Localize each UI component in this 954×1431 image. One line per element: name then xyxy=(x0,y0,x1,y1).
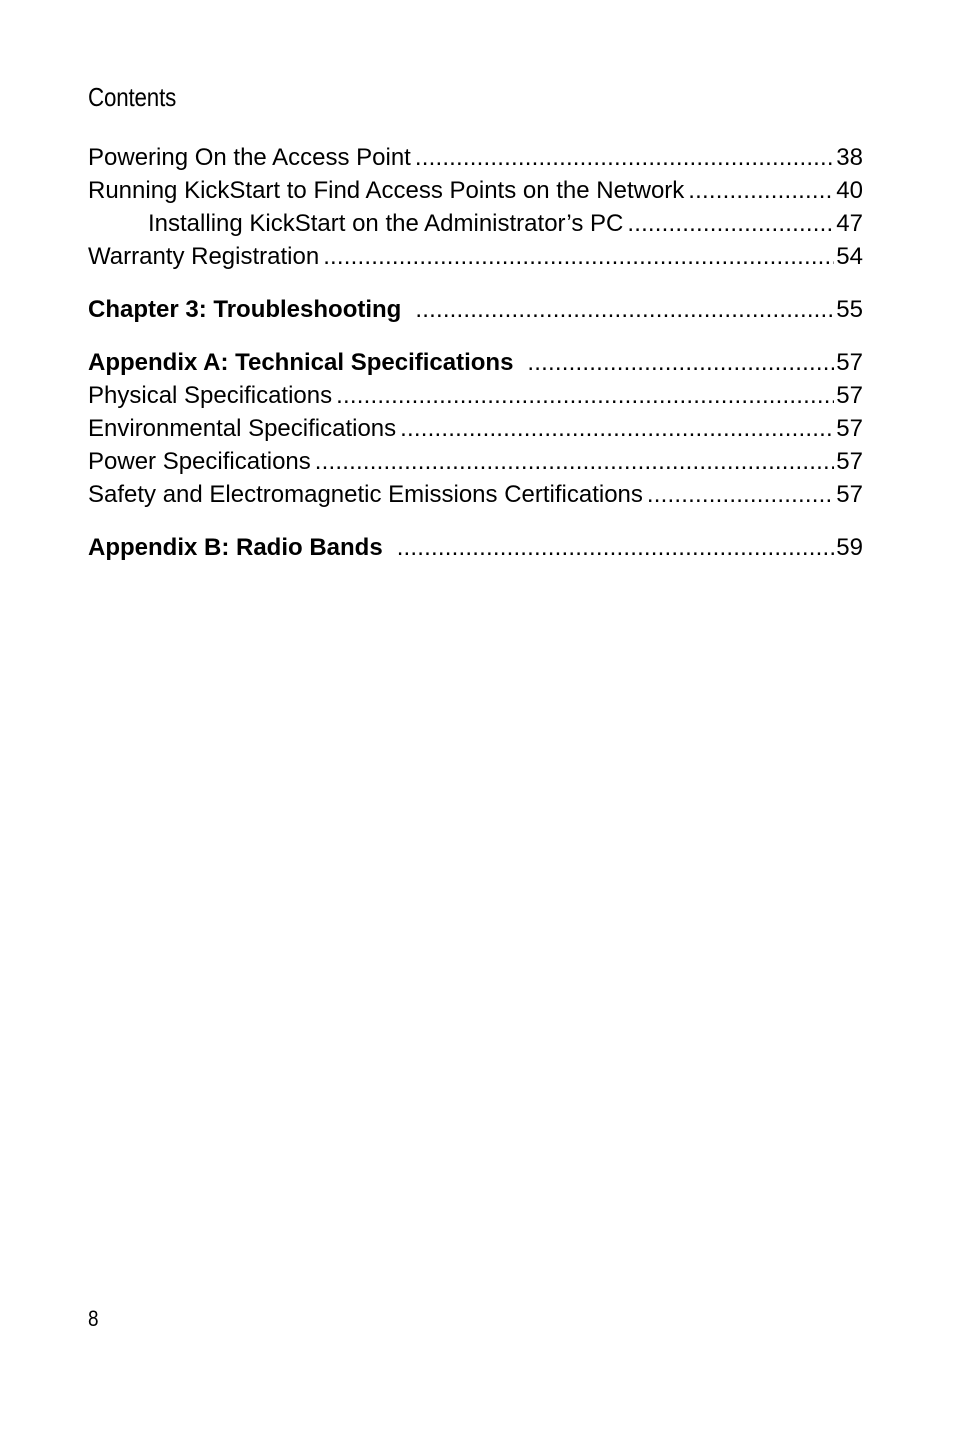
toc-entry-page: 54 xyxy=(836,243,863,270)
toc-entry-page: 47 xyxy=(836,210,863,237)
toc-entry-title: Appendix A: Technical Specifications xyxy=(88,349,514,376)
toc-entry-page: 57 xyxy=(836,448,863,475)
toc-entry-title: Appendix B: Radio Bands xyxy=(88,534,383,561)
toc-entry-power-specifications xyxy=(88,445,863,478)
page-number: 8 xyxy=(88,1306,99,1331)
toc-entry-page: 40 xyxy=(836,177,863,204)
toc-entry-page: 57 xyxy=(836,481,863,508)
toc-entry-physical-specifications xyxy=(88,379,863,412)
table-of-contents xyxy=(88,141,863,564)
dot-leader xyxy=(336,379,834,412)
dot-leader xyxy=(400,412,834,445)
toc-entry-chapter-3 xyxy=(88,293,863,326)
dot-leader xyxy=(527,346,834,379)
toc-entry-page: 57 xyxy=(836,349,863,376)
toc-entry-title: Running KickStart to Find Access Points on the Network xyxy=(88,177,685,204)
dot-leader xyxy=(315,445,835,478)
running-head-title: Contents xyxy=(88,82,177,112)
toc-entry-title: Power Specifications xyxy=(88,448,311,475)
toc-entry-title: Physical Specifications xyxy=(88,382,333,409)
toc-entry-appendix-b xyxy=(88,531,863,564)
toc-entry-page: 59 xyxy=(836,534,863,561)
toc-entry-title: Chapter 3: Troubleshooting xyxy=(88,296,402,323)
toc-entry-title: Warranty Registration xyxy=(88,243,320,270)
toc-entry-title: Powering On the Access Point xyxy=(88,144,411,171)
toc-entry-title: Safety and Electromagnetic Emissions Certifications xyxy=(88,481,643,508)
dot-leader xyxy=(397,531,835,564)
toc-entry-page: 38 xyxy=(836,144,863,171)
dot-leader xyxy=(415,293,834,326)
toc-entry-title: Environmental Specifications xyxy=(88,415,397,442)
toc-entry-warranty-registration xyxy=(88,240,863,273)
toc-entry-safety-certifications xyxy=(88,478,863,511)
toc-entry-page: 57 xyxy=(836,382,863,409)
toc-entry-installing-kickstart xyxy=(88,207,863,240)
toc-entry-page: 57 xyxy=(836,415,863,442)
toc-entry-running-kickstart xyxy=(88,174,863,207)
toc-entry-powering-on xyxy=(88,141,863,174)
toc-entry-appendix-a xyxy=(88,346,863,379)
dot-leader xyxy=(647,478,834,511)
dot-leader xyxy=(415,141,834,174)
toc-entry-page: 55 xyxy=(836,296,863,323)
toc-entry-title: Installing KickStart on the Administrator’s PC xyxy=(148,210,624,237)
dot-leader xyxy=(688,174,834,207)
dot-leader xyxy=(323,240,834,273)
toc-entry-environmental-specifications xyxy=(88,412,863,445)
dot-leader xyxy=(627,207,834,240)
